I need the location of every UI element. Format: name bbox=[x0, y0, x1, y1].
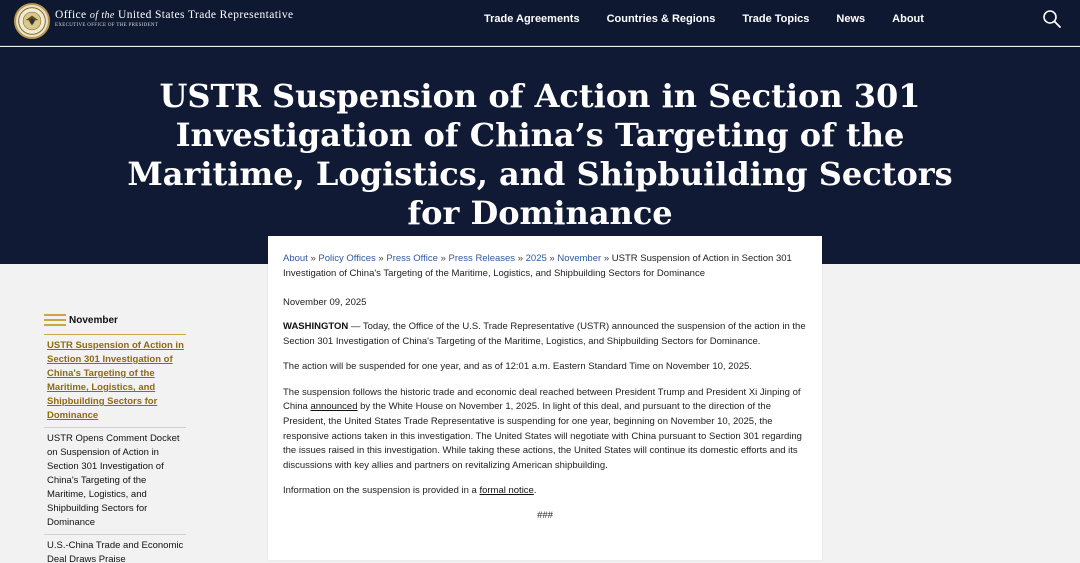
nav-trade-agreements[interactable]: Trade Agreements bbox=[484, 13, 580, 25]
menu-icon bbox=[44, 313, 66, 327]
brand-title: Office of the United States Trade Representative bbox=[55, 9, 294, 21]
breadcrumb bbox=[283, 251, 807, 281]
breadcrumb-press-office[interactable]: Press Office bbox=[386, 253, 438, 264]
site-brand[interactable] bbox=[55, 9, 294, 28]
nav-countries-regions[interactable]: Countries & Regions bbox=[606, 13, 716, 25]
formal-notice-link[interactable]: formal notice bbox=[479, 485, 534, 497]
breadcrumb-november[interactable]: November bbox=[557, 253, 602, 264]
sidebar-heading-label: November bbox=[69, 314, 118, 326]
article-dateline: WASHINGTON bbox=[283, 321, 349, 332]
breadcrumb-policy-offices[interactable]: Policy Offices bbox=[318, 253, 376, 264]
main-nav bbox=[484, 13, 924, 25]
nav-about[interactable]: About bbox=[892, 13, 924, 25]
breadcrumb-separator: » bbox=[517, 253, 523, 264]
breadcrumb-about[interactable]: About bbox=[283, 253, 308, 264]
sidebar-item-comment-docket[interactable]: USTR Opens Comment Docket on Suspension of Action in Section 301 Investigation of China's Targeting of the Maritime, Logistics, and Shipbuilding Sectors for Dominance bbox=[44, 427, 186, 534]
breadcrumb-separator: » bbox=[603, 253, 610, 264]
sidebar-item-current-release[interactable]: USTR Suspension of Action in Section 301 Investigation of China's Targeting of the Maritime, Logistics, and Shipbuilding Sectors for Dominance bbox=[44, 334, 186, 427]
page-title: USTR Suspension of Action in Section 301 Investigation of China’s Targeting of the Maritime, Logistics, and Shipbuilding Sectors for Dominance bbox=[127, 77, 953, 232]
article-paragraph: WASHINGTON — Today, the Office of the U.S. Trade Representative (USTR) announced the suspension of the action in the Section 301 Investigation of China's Targeting of the Maritime, Logistics, and Shipbuilding Sectors for Dominance. bbox=[283, 321, 806, 347]
breadcrumb-separator: » bbox=[378, 253, 384, 264]
sidebar-item-trade-deal-praise[interactable]: U.S.-China Trade and Economic Deal Draws Praise bbox=[44, 534, 186, 563]
search-icon[interactable] bbox=[1042, 9, 1062, 29]
brand-subtitle: EXECUTIVE OFFICE OF THE PRESIDENT bbox=[55, 23, 159, 28]
article-date: November 09, 2025 bbox=[283, 297, 367, 308]
nav-news[interactable]: News bbox=[836, 13, 866, 25]
nav-trade-topics[interactable]: Trade Topics bbox=[742, 13, 810, 25]
presidential-seal-icon[interactable] bbox=[14, 3, 50, 39]
article-card bbox=[268, 236, 822, 560]
article-paragraph: The suspension follows the historic trade and economic deal reached between President Trump and President Xi Jinping of China announced by the White House on November 1, 2025. In light of this deal, and pursuant to the direction of the President, the United States Trade Representative is suspending for one year, beginning on November 10, 2025, the responsive actions taken in this investigation. The United States will negotiate with China pursuant to Section 301 regarding the issues raised in this investigation. While taking these actions, the United States will continue its domestic efforts and its discussions with key allies and partners on revitalizing American shipbuilding. bbox=[283, 386, 802, 471]
announced-link[interactable]: announced bbox=[310, 401, 358, 413]
breadcrumb-separator: » bbox=[310, 253, 316, 264]
sidebar-heading[interactable] bbox=[44, 310, 186, 330]
end-mark: ### bbox=[537, 509, 553, 521]
breadcrumb-current: USTR Suspension of Action in Section 301 Investigation of China's Targeting of the Maritime, Logistics, and Shipbuilding Sectors for Dominance bbox=[283, 253, 792, 279]
breadcrumb-separator: » bbox=[549, 253, 555, 264]
article-paragraph: Information on the suspension is provided in a formal notice. bbox=[283, 485, 537, 497]
breadcrumb-separator: » bbox=[440, 253, 446, 264]
hero-banner bbox=[0, 47, 1080, 264]
site-header bbox=[0, 0, 1080, 46]
breadcrumb-2025[interactable]: 2025 bbox=[525, 253, 547, 264]
article-paragraph: The action will be suspended for one year, and as of 12:01 a.m. Eastern Standard Time on November 10, 2025. bbox=[283, 361, 752, 373]
sidebar bbox=[44, 310, 186, 563]
breadcrumb-press-releases[interactable]: Press Releases bbox=[448, 253, 516, 264]
